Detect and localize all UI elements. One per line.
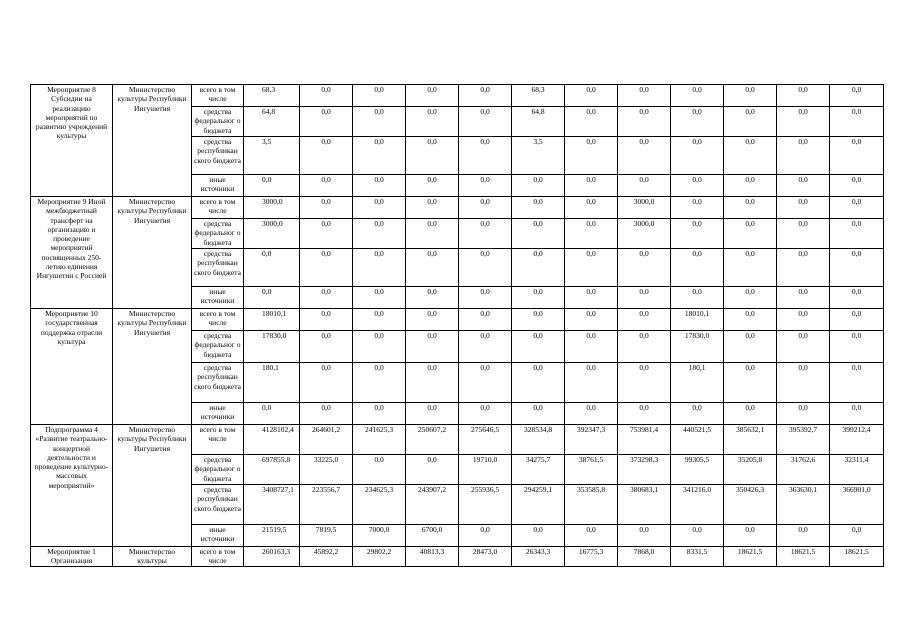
- year-value-cell: 32311,4: [830, 455, 884, 485]
- year-value-cell: 35205,8: [724, 455, 777, 485]
- total-value-cell: 3000,0: [244, 197, 300, 219]
- year-value-cell: 0,0: [565, 331, 618, 363]
- year-value-cell: 0,0: [671, 107, 724, 137]
- year-value-cell: 0,0: [724, 403, 777, 425]
- year-value-cell: 0,0: [353, 331, 406, 363]
- year-value-cell: 264601,2: [300, 425, 353, 455]
- year-value-cell: 0,0: [830, 331, 884, 363]
- funding-source-cell: средства республикан ского бюджета: [192, 485, 244, 525]
- year-value-cell: 0,0: [724, 287, 777, 309]
- funding-source-cell: средства республикан ского бюджета: [192, 137, 244, 175]
- year-value-cell: 0,0: [406, 363, 459, 403]
- executor-cell: Министерство культуры Республики Ингушетия: [113, 425, 192, 547]
- year-value-cell: 0,0: [777, 249, 830, 287]
- year-value-cell: 0,0: [830, 197, 884, 219]
- year-value-cell: 0,0: [777, 331, 830, 363]
- year-value-cell: 0,0: [830, 363, 884, 403]
- total-value-cell: 697855,8: [244, 455, 300, 485]
- year-value-cell: 0,0: [618, 403, 671, 425]
- year-value-cell: 0,0: [777, 363, 830, 403]
- year-value-cell: 0,0: [565, 219, 618, 249]
- year-value-cell: 0,0: [777, 85, 830, 107]
- year-value-cell: 0,0: [777, 219, 830, 249]
- year-value-cell: 0,0: [565, 309, 618, 331]
- year-value-cell: 18010,1: [671, 309, 724, 331]
- year-value-cell: 0,0: [353, 107, 406, 137]
- year-value-cell: 0,0: [406, 107, 459, 137]
- funding-source-cell: средства республикан ского бюджета: [192, 249, 244, 287]
- year-value-cell: 64,8: [512, 107, 565, 137]
- year-value-cell: 0,0: [777, 197, 830, 219]
- year-value-cell: 0,0: [353, 309, 406, 331]
- year-value-cell: 0,0: [724, 219, 777, 249]
- year-value-cell: 0,0: [406, 219, 459, 249]
- year-value-cell: 0,0: [830, 287, 884, 309]
- year-value-cell: 0,0: [300, 403, 353, 425]
- year-value-cell: 373298,3: [618, 455, 671, 485]
- funding-source-cell: иные источники: [192, 287, 244, 309]
- year-value-cell: 34275,7: [512, 455, 565, 485]
- year-value-cell: 0,0: [406, 137, 459, 175]
- year-value-cell: 0,0: [565, 363, 618, 403]
- year-value-cell: 45892,2: [300, 547, 353, 567]
- year-value-cell: 0,0: [618, 363, 671, 403]
- year-value-cell: 0,0: [777, 107, 830, 137]
- total-value-cell: 4128102,4: [244, 425, 300, 455]
- year-value-cell: 0,0: [671, 249, 724, 287]
- year-value-cell: 0,0: [618, 137, 671, 175]
- table-row: [31, 309, 884, 331]
- table-row: [31, 197, 884, 219]
- year-value-cell: 0,0: [618, 287, 671, 309]
- year-value-cell: 29802,2: [353, 547, 406, 567]
- year-value-cell: 0,0: [671, 287, 724, 309]
- year-value-cell: 0,0: [830, 403, 884, 425]
- year-value-cell: 0,0: [300, 249, 353, 287]
- year-value-cell: 0,0: [830, 525, 884, 547]
- total-value-cell: 17830,0: [244, 331, 300, 363]
- year-value-cell: 7000,0: [353, 525, 406, 547]
- year-value-cell: 0,0: [512, 219, 565, 249]
- funding-source-cell: средства федеральног о бюджета: [192, 331, 244, 363]
- year-value-cell: 0,0: [300, 309, 353, 331]
- year-value-cell: 0,0: [724, 107, 777, 137]
- year-value-cell: 353585,8: [565, 485, 618, 525]
- year-value-cell: 0,0: [777, 175, 830, 197]
- funding-source-cell: иные источники: [192, 403, 244, 425]
- year-value-cell: 18621,5: [830, 547, 884, 567]
- year-value-cell: 0,0: [618, 249, 671, 287]
- year-value-cell: 0,0: [830, 85, 884, 107]
- year-value-cell: 0,0: [830, 137, 884, 175]
- year-value-cell: 0,0: [353, 175, 406, 197]
- year-value-cell: 385632,1: [724, 425, 777, 455]
- table-row: [31, 547, 884, 567]
- measure-name-cell: Подпрограмма 4 «Развитие театрально-концертной деятельности и проведение культурно-массовых мероприятий»: [31, 425, 113, 547]
- executor-cell: Министерство культуры Республики Ингушетия: [113, 85, 192, 197]
- year-value-cell: 28473,0: [459, 547, 512, 567]
- year-value-cell: 38761,5: [565, 455, 618, 485]
- funding-source-cell: всего в том числе: [192, 425, 244, 455]
- measure-name-cell: Мероприятие 10 государственная поддержка отрасли культура: [31, 309, 113, 425]
- year-value-cell: 328534,8: [512, 425, 565, 455]
- year-value-cell: 0,0: [459, 287, 512, 309]
- year-value-cell: 0,0: [512, 331, 565, 363]
- year-value-cell: 0,0: [406, 249, 459, 287]
- year-value-cell: 0,0: [618, 331, 671, 363]
- funding-source-cell: средства республикан ского бюджета: [192, 363, 244, 403]
- year-value-cell: 0,0: [459, 219, 512, 249]
- year-value-cell: 0,0: [353, 85, 406, 107]
- year-value-cell: 0,0: [406, 455, 459, 485]
- year-value-cell: 0,0: [300, 197, 353, 219]
- year-value-cell: 0,0: [777, 403, 830, 425]
- year-value-cell: 0,0: [300, 85, 353, 107]
- year-value-cell: 18621,5: [724, 547, 777, 567]
- year-value-cell: 0,0: [671, 403, 724, 425]
- year-value-cell: 294259,1: [512, 485, 565, 525]
- year-value-cell: 0,0: [618, 525, 671, 547]
- year-value-cell: 0,0: [353, 137, 406, 175]
- measure-name-cell: Мероприятие 9 Иной межбюджетный трансферт на организацию и проведение мероприятий посвященных 250-летию единения Ингушетии с Россией: [31, 197, 113, 309]
- year-value-cell: 0,0: [406, 403, 459, 425]
- year-value-cell: 0,0: [830, 249, 884, 287]
- year-value-cell: 0,0: [565, 107, 618, 137]
- year-value-cell: 0,0: [353, 363, 406, 403]
- funding-source-cell: иные источники: [192, 175, 244, 197]
- year-value-cell: 0,0: [353, 219, 406, 249]
- year-value-cell: 0,0: [459, 363, 512, 403]
- year-value-cell: 0,0: [300, 331, 353, 363]
- year-value-cell: 0,0: [459, 197, 512, 219]
- year-value-cell: 0,0: [512, 197, 565, 219]
- total-value-cell: 21519,5: [244, 525, 300, 547]
- year-value-cell: 0,0: [459, 309, 512, 331]
- year-value-cell: 223556,7: [300, 485, 353, 525]
- year-value-cell: 0,0: [671, 197, 724, 219]
- total-value-cell: 0,0: [244, 287, 300, 309]
- year-value-cell: 0,0: [459, 525, 512, 547]
- year-value-cell: 0,0: [671, 219, 724, 249]
- year-value-cell: 255936,5: [459, 485, 512, 525]
- year-value-cell: 0,0: [565, 85, 618, 107]
- total-value-cell: 260163,3: [244, 547, 300, 567]
- funding-source-cell: иные источники: [192, 525, 244, 547]
- year-value-cell: 0,0: [459, 137, 512, 175]
- funding-source-cell: средства федеральног о бюджета: [192, 455, 244, 485]
- year-value-cell: 0,0: [724, 85, 777, 107]
- year-value-cell: 0,0: [618, 309, 671, 331]
- measure-name-cell: Мероприятие 8 Субсидии на реализацию мероприятий по развитию учреждений культуры: [31, 85, 113, 197]
- year-value-cell: 0,0: [565, 249, 618, 287]
- year-value-cell: 0,0: [406, 175, 459, 197]
- year-value-cell: 0,0: [671, 525, 724, 547]
- year-value-cell: 0,0: [512, 287, 565, 309]
- table-body: [31, 85, 884, 567]
- measure-name-cell: Мероприятие 1 Организация: [31, 547, 113, 567]
- year-value-cell: 0,0: [300, 137, 353, 175]
- year-value-cell: 234625,3: [353, 485, 406, 525]
- table-row: [31, 85, 884, 107]
- year-value-cell: 0,0: [353, 455, 406, 485]
- year-value-cell: 0,0: [300, 219, 353, 249]
- year-value-cell: 0,0: [671, 85, 724, 107]
- year-value-cell: 0,0: [459, 249, 512, 287]
- total-value-cell: 3000,0: [244, 219, 300, 249]
- year-value-cell: 392347,3: [565, 425, 618, 455]
- year-value-cell: 0,0: [777, 137, 830, 175]
- year-value-cell: 0,0: [406, 197, 459, 219]
- total-value-cell: 18010,1: [244, 309, 300, 331]
- year-value-cell: 0,0: [353, 403, 406, 425]
- total-value-cell: 0,0: [244, 403, 300, 425]
- year-value-cell: 0,0: [512, 403, 565, 425]
- year-value-cell: 0,0: [512, 525, 565, 547]
- year-value-cell: 380683,1: [618, 485, 671, 525]
- year-value-cell: 0,0: [565, 137, 618, 175]
- year-value-cell: 0,0: [830, 309, 884, 331]
- year-value-cell: 0,0: [724, 249, 777, 287]
- year-value-cell: 0,0: [459, 175, 512, 197]
- year-value-cell: 753981,4: [618, 425, 671, 455]
- funding-source-cell: средства федеральног о бюджета: [192, 107, 244, 137]
- year-value-cell: 0,0: [406, 331, 459, 363]
- year-value-cell: 0,0: [671, 137, 724, 175]
- year-value-cell: 31762,6: [777, 455, 830, 485]
- year-value-cell: 0,0: [459, 85, 512, 107]
- year-value-cell: 17830,0: [671, 331, 724, 363]
- year-value-cell: 0,0: [512, 309, 565, 331]
- year-value-cell: 0,0: [300, 175, 353, 197]
- year-value-cell: 0,0: [353, 287, 406, 309]
- executor-cell: Министерство культуры Республики Ингушетия: [113, 197, 192, 309]
- year-value-cell: 3000,0: [618, 197, 671, 219]
- year-value-cell: 0,0: [565, 525, 618, 547]
- year-value-cell: 275646,5: [459, 425, 512, 455]
- funding-source-cell: всего в том числе: [192, 197, 244, 219]
- year-value-cell: 68,3: [512, 85, 565, 107]
- total-value-cell: 3,5: [244, 137, 300, 175]
- year-value-cell: 0,0: [724, 331, 777, 363]
- year-value-cell: 0,0: [724, 137, 777, 175]
- executor-cell: Министерство культуры Республики Ингушетия: [113, 309, 192, 425]
- year-value-cell: 0,0: [777, 287, 830, 309]
- funding-source-cell: всего в том числе: [192, 309, 244, 331]
- year-value-cell: 0,0: [300, 107, 353, 137]
- year-value-cell: 0,0: [724, 525, 777, 547]
- year-value-cell: 0,0: [565, 287, 618, 309]
- year-value-cell: 16775,3: [565, 547, 618, 567]
- year-value-cell: 6700,0: [406, 525, 459, 547]
- year-value-cell: 0,0: [300, 363, 353, 403]
- year-value-cell: 7819,5: [300, 525, 353, 547]
- funding-source-cell: средства федеральног о бюджета: [192, 219, 244, 249]
- year-value-cell: 0,0: [512, 175, 565, 197]
- year-value-cell: 0,0: [777, 309, 830, 331]
- year-value-cell: 19710,0: [459, 455, 512, 485]
- year-value-cell: 0,0: [671, 175, 724, 197]
- year-value-cell: 0,0: [512, 363, 565, 403]
- year-value-cell: 8331,5: [671, 547, 724, 567]
- year-value-cell: 33225,0: [300, 455, 353, 485]
- year-value-cell: 0,0: [830, 219, 884, 249]
- year-value-cell: 363630,1: [777, 485, 830, 525]
- year-value-cell: 7868,0: [618, 547, 671, 567]
- year-value-cell: 399212,4: [830, 425, 884, 455]
- year-value-cell: 0,0: [459, 107, 512, 137]
- year-value-cell: 99305,5: [671, 455, 724, 485]
- year-value-cell: 26343,3: [512, 547, 565, 567]
- year-value-cell: 0,0: [724, 309, 777, 331]
- year-value-cell: 0,0: [406, 309, 459, 331]
- year-value-cell: 0,0: [830, 107, 884, 137]
- year-value-cell: 0,0: [300, 287, 353, 309]
- year-value-cell: 366901,0: [830, 485, 884, 525]
- total-value-cell: 68,3: [244, 85, 300, 107]
- total-value-cell: 64,8: [244, 107, 300, 137]
- year-value-cell: 250607,2: [406, 425, 459, 455]
- year-value-cell: 0,0: [777, 525, 830, 547]
- total-value-cell: 3408727,1: [244, 485, 300, 525]
- year-value-cell: 0,0: [406, 287, 459, 309]
- funding-source-cell: всего в том числе: [192, 547, 244, 567]
- year-value-cell: 0,0: [618, 175, 671, 197]
- year-value-cell: 0,0: [353, 197, 406, 219]
- year-value-cell: 0,0: [406, 85, 459, 107]
- year-value-cell: 0,0: [353, 249, 406, 287]
- year-value-cell: 395392,7: [777, 425, 830, 455]
- executor-cell: Министерство культуры: [113, 547, 192, 567]
- year-value-cell: 0,0: [565, 403, 618, 425]
- year-value-cell: 0,0: [565, 197, 618, 219]
- total-value-cell: 0,0: [244, 249, 300, 287]
- year-value-cell: 0,0: [459, 403, 512, 425]
- year-value-cell: 18621,5: [777, 547, 830, 567]
- total-value-cell: 0,0: [244, 175, 300, 197]
- year-value-cell: 180,1: [671, 363, 724, 403]
- year-value-cell: 0,0: [724, 175, 777, 197]
- funding-source-cell: всего в том числе: [192, 85, 244, 107]
- year-value-cell: 0,0: [512, 249, 565, 287]
- table-row: [31, 425, 884, 455]
- year-value-cell: 0,0: [618, 85, 671, 107]
- year-value-cell: 0,0: [724, 363, 777, 403]
- year-value-cell: 241625,3: [353, 425, 406, 455]
- year-value-cell: 3000,0: [618, 219, 671, 249]
- year-value-cell: 0,0: [565, 175, 618, 197]
- year-value-cell: 40813,3: [406, 547, 459, 567]
- year-value-cell: 440521,5: [671, 425, 724, 455]
- year-value-cell: 0,0: [618, 107, 671, 137]
- budget-table: [30, 84, 884, 567]
- year-value-cell: 341216,0: [671, 485, 724, 525]
- year-value-cell: 0,0: [830, 175, 884, 197]
- year-value-cell: 0,0: [724, 197, 777, 219]
- year-value-cell: 350426,3: [724, 485, 777, 525]
- total-value-cell: 180,1: [244, 363, 300, 403]
- year-value-cell: 0,0: [459, 331, 512, 363]
- year-value-cell: 243907,2: [406, 485, 459, 525]
- year-value-cell: 3,5: [512, 137, 565, 175]
